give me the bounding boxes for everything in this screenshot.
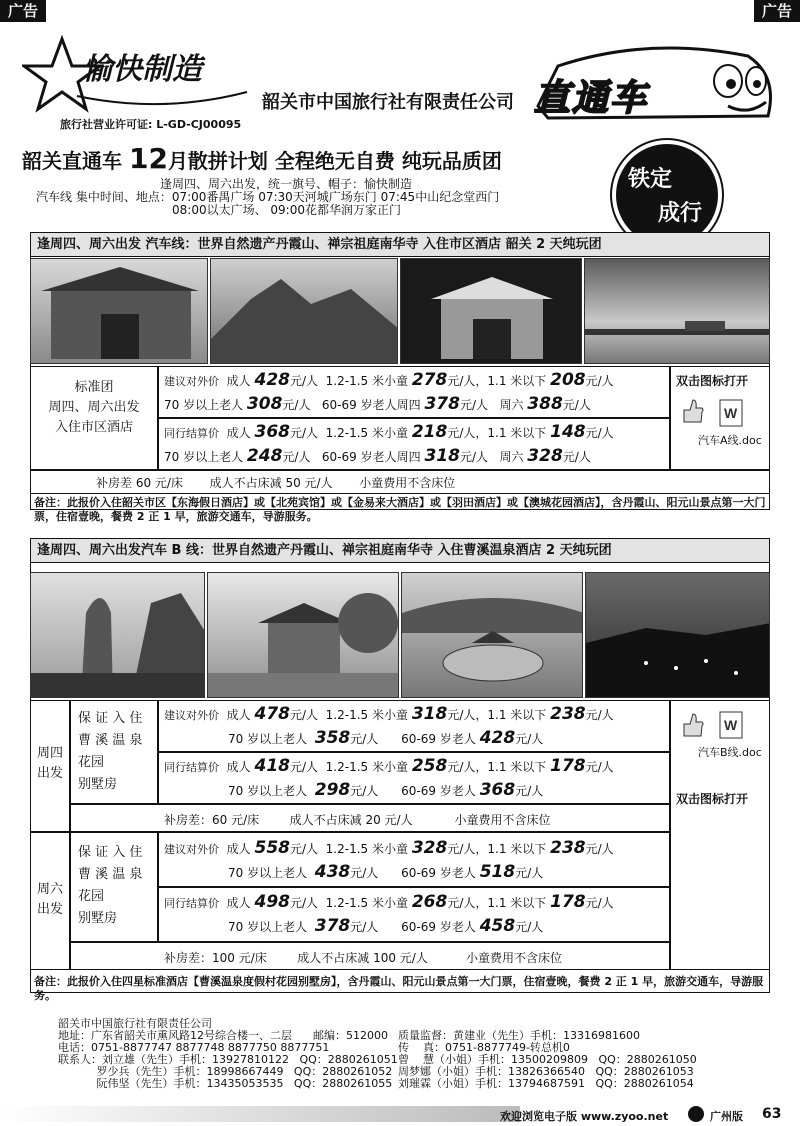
label: 60-69 岁老人 <box>401 866 476 880</box>
unit: 元/人 <box>585 374 614 388</box>
label: 60-69 岁老人 <box>401 732 476 746</box>
line-a-left-text <box>30 378 158 438</box>
price: 328 <box>411 838 448 858</box>
label: 成人 <box>226 760 251 774</box>
label: 1.1 米以下 <box>487 760 547 774</box>
label: 1.1 米以下 <box>487 842 547 856</box>
price: 368 <box>479 780 516 800</box>
unit: 元/人 <box>447 842 476 856</box>
label: 70 岁以上老人 <box>164 398 244 412</box>
footer-quality: 质量监督：黄建业（先生）手机：13316981600 <box>398 1029 640 1042</box>
footer-contact: 联系人：刘立雄（先生）手机：13927810122 QQ：2880261051 <box>58 1053 398 1066</box>
label: 70 岁以上老人 <box>164 450 244 464</box>
unit: 元/人 <box>289 426 319 440</box>
unit: 元/人 <box>459 450 488 464</box>
footer-left <box>58 1018 398 1090</box>
line-b-sat-retail-row1: 建议对外价 成人 558元/人 1.2-1.5 米小童 328元/人，1.1 米以下 238元/人 <box>164 838 614 858</box>
line-a-trade-row2 <box>164 448 591 465</box>
label: 建议对外价 <box>164 843 219 856</box>
label: 60-69 岁老人周四 <box>321 398 421 412</box>
photo-danxia-mountain <box>210 258 398 364</box>
label: 1.2-1.5 米小童 <box>325 760 408 774</box>
line-b-thu-day <box>30 744 70 784</box>
line-b-dbl-click: 双击图标打开 <box>676 792 749 806</box>
line-a-days: 周四、周六出发 <box>48 400 140 415</box>
photo-nanhua-temple <box>207 572 399 698</box>
price: 278 <box>411 370 448 390</box>
unit: 元/人 <box>282 450 311 464</box>
unit: 元/人 <box>447 760 476 774</box>
unit: 元/人 <box>515 866 544 880</box>
label: 70 岁以上老人 <box>228 920 308 934</box>
label: 成人 <box>226 896 251 910</box>
price: 238 <box>550 704 586 724</box>
footer-contact: 罗少兵（先生）手机：18998667449 QQ：2880261052 <box>58 1065 393 1078</box>
line-b-sat-extra: 补房差：100 元/床 成人不占床减 100 元/人 小童费用不含床位 <box>164 951 563 965</box>
logo-yukuai <box>22 34 252 134</box>
bottom-bar <box>0 1104 800 1126</box>
price: 268 <box>411 892 448 912</box>
line-b-doc-name[interactable]: 汽车B线.doc <box>698 746 762 759</box>
thumbs-up-icon <box>680 712 704 741</box>
company-title: 韶关市中国旅行社有限责任公司 <box>262 92 514 113</box>
ad-tag-right: 广告 <box>754 0 800 22</box>
price: 178 <box>550 892 586 912</box>
unit: 元/人 <box>350 920 379 934</box>
line-b-thu-trade-row2 <box>228 782 543 799</box>
unit: 元/人 <box>289 760 319 774</box>
line-b-thu-retail-row2 <box>228 730 543 747</box>
unit: 元/人 <box>447 896 476 910</box>
price: 428 <box>254 370 290 390</box>
label: 60-69 岁老人 <box>401 920 476 934</box>
price: 318 <box>424 446 460 466</box>
price: 428 <box>479 728 516 748</box>
label: 建议对外价 <box>164 375 219 388</box>
price: 318 <box>411 704 448 724</box>
hot-spring-resort-image <box>402 573 583 698</box>
hotel-line: 曹 溪 温 泉 <box>78 867 143 882</box>
unit: 元/人 <box>282 398 311 412</box>
label: 成人 <box>226 842 251 856</box>
unit: 元/人 <box>350 866 379 880</box>
hotel-line: 保 证 入 住 <box>78 711 143 726</box>
hotel-line: 曹 溪 温 泉 <box>78 733 143 748</box>
label: 1.1 米以下 <box>487 708 547 722</box>
word-doc-icon[interactable] <box>716 710 746 743</box>
price: 368 <box>254 422 290 442</box>
headline-post: 月散拼计划 全程绝无自费 纯玩品质团 <box>167 149 502 173</box>
price: 378 <box>424 394 460 414</box>
line-b-title: 逢周四、周六出发汽车 B 线：世界自然遗产丹霞山、禅宗祖庭南华寺 入住曹溪温泉酒店 2 天纯玩团 <box>31 539 769 563</box>
line-a-retail-row1: 建议对外价 成人 428元/人 1.2-1.5 米小童 278元/人，1.1 米以下 208元/人 <box>164 370 614 390</box>
bottom-edition: 广州版 <box>710 1110 743 1123</box>
line-b-sat-day <box>30 880 70 920</box>
label: 1.2-1.5 米小童 <box>325 708 408 722</box>
price: 458 <box>479 916 516 936</box>
line-a-retail-row2 <box>164 396 591 413</box>
price: 558 <box>254 838 290 858</box>
label: 成人 <box>226 374 251 388</box>
license-text: 旅行社营业许可证: L-GD-CJ00095 <box>60 118 242 131</box>
svg-text:W: W <box>724 717 738 733</box>
footer-fax: 传 真：0751-8877749-转总机0 <box>398 1041 570 1054</box>
hotel-line: 别墅房 <box>78 911 118 926</box>
line-a-dbl-click: 双击图标打开 <box>676 374 749 388</box>
label: 成人 <box>226 426 251 440</box>
unit: 元/人 <box>562 398 591 412</box>
day-label: 出发 <box>36 902 63 917</box>
unit: 元/人 <box>585 760 614 774</box>
label: 1.2-1.5 米小童 <box>325 426 408 440</box>
line-b-thu-extra: 补房差：60 元/床 成人不占床减 20 元/人 小童费用不含床位 <box>164 813 551 827</box>
label: 同行结算价 <box>164 897 219 910</box>
hotel-line: 保 证 入 住 <box>78 845 143 860</box>
line-a-trade-row1: 同行结算价 成人 368元/人 1.2-1.5 米小童 218元/人，1.1 米以下 148元/人 <box>164 422 614 442</box>
unit: 元/人 <box>585 708 614 722</box>
unit: 元/人 <box>585 896 614 910</box>
price: 328 <box>527 446 563 466</box>
photo-rock-peak <box>30 572 205 698</box>
line-b-thu-retail-row1: 建议对外价 成人 478元/人 1.2-1.5 米小童 318元/人，1.1 米以下 238元/人 <box>164 704 614 724</box>
danxia-mountain-image <box>211 259 398 364</box>
bottom-slogan[interactable]: 欢迎浏览电子版 www.zyoo.net <box>500 1110 669 1123</box>
unit: 元/人 <box>350 732 379 746</box>
footer-right <box>398 1030 697 1090</box>
price: 388 <box>527 394 563 414</box>
line-a-hotel: 入住市区酒店 <box>54 420 133 435</box>
label: 同行结算价 <box>164 761 219 774</box>
label: 1.1 米以下 <box>487 374 547 388</box>
footer-contact: 阮伟坚（先生）手机：13435053535 QQ：2880261055 <box>58 1077 393 1090</box>
line-b-sat-hotel <box>78 842 142 930</box>
brand-logo <box>528 36 778 126</box>
unit: 元/人 <box>289 374 319 388</box>
red-dot-icon <box>688 1106 704 1122</box>
thumbs-up-icon <box>680 398 704 427</box>
unit: 元/人 <box>515 784 544 798</box>
label: 1.2-1.5 米小童 <box>325 842 408 856</box>
headline-pre: 韶关直通车 <box>22 149 129 173</box>
brand-name: 直通车 <box>534 77 649 119</box>
line-b-sat-retail-row2 <box>228 864 543 881</box>
unit: 元/人 <box>515 732 544 746</box>
hotel-line: 花园 <box>78 755 105 770</box>
unit: 元/人 <box>447 426 476 440</box>
word-doc-icon[interactable] <box>716 398 746 431</box>
intro-line2: 汽车线 集中时间、地点：07:00番禺广场 07:30天河城广场东门 07:45中山纪念堂西门 <box>36 190 500 204</box>
unit: 元/人 <box>447 374 476 388</box>
ad-tag-left: 广告 <box>0 0 46 22</box>
line-a-note: 备注：此报价入住韶关市区【东海假日酒店】或【北苑宾馆】或【金易来大酒店】或【羽田酒店】或【澳城花园酒店】，含丹霞山、阳元山景点第一大门票，住宿壹晚，餐费 2 正 1 早，旅游交通车，导游服务。 <box>34 496 766 523</box>
price: 378 <box>314 916 351 936</box>
footer-contact: 曾 慧（小姐）手机：13500209809 QQ：2880261050 <box>398 1053 697 1066</box>
line-b-thu-hotel <box>78 708 142 796</box>
price: 248 <box>246 446 283 466</box>
price: 298 <box>314 780 351 800</box>
intro-line1: 逢周四、周六出发，统一旗号、帽子：愉快制造 <box>160 177 413 191</box>
bottom-gradient <box>0 1106 520 1122</box>
label: 70 岁以上老人 <box>228 866 308 880</box>
label: 周六 <box>499 450 524 464</box>
photo-hot-spring-resort <box>401 572 583 698</box>
label: 70 岁以上老人 <box>228 732 308 746</box>
price: 438 <box>314 862 351 882</box>
unit: 元/人 <box>447 708 476 722</box>
footer-company: 韶关市中国旅行社有限责任公司 <box>58 1017 212 1030</box>
footer-contact: 周梦娜（小姐）手机：13826366540 QQ：2880261053 <box>398 1065 694 1078</box>
unit: 元/人 <box>289 842 319 856</box>
unit: 元/人 <box>562 450 591 464</box>
price: 148 <box>550 422 586 442</box>
unit: 元/人 <box>459 398 488 412</box>
photo-city-night <box>585 572 770 698</box>
label: 周六 <box>499 398 524 412</box>
label: 同行结算价 <box>164 427 219 440</box>
price: 498 <box>254 892 290 912</box>
logo-name: 愉快制造 <box>82 52 202 87</box>
unit: 元/人 <box>350 784 379 798</box>
hotel-line: 别墅房 <box>78 777 118 792</box>
label: 1.1 米以下 <box>487 896 547 910</box>
unit: 元/人 <box>289 708 319 722</box>
unit: 元/人 <box>515 920 544 934</box>
rock-peak-image <box>31 573 205 698</box>
day-label: 出发 <box>36 766 63 781</box>
label: 1.1 米以下 <box>487 426 547 440</box>
headline-month: 12 <box>128 142 168 175</box>
footer-phone: 电话：0751-8877747 8877748 8877750 8877751 <box>58 1041 330 1054</box>
city-night-image <box>586 573 770 698</box>
price: 258 <box>411 756 448 776</box>
svg-text:W: W <box>724 405 738 421</box>
nanhua-temple-image <box>208 573 399 698</box>
price: 238 <box>550 838 586 858</box>
price: 208 <box>550 370 586 390</box>
line-a-extra: 补房差 60 元/床 成人不占床减 50 元/人 小童费用不含床位 <box>96 476 456 490</box>
price: 358 <box>314 728 351 748</box>
hotel-line: 花园 <box>78 889 105 904</box>
unit: 元/人 <box>289 896 319 910</box>
day-label: 周四 <box>36 746 63 761</box>
city-river-image <box>585 259 770 364</box>
price: 218 <box>411 422 448 442</box>
label: 1.2-1.5 米小童 <box>325 896 408 910</box>
price: 178 <box>550 756 586 776</box>
label: 1.2-1.5 米小童 <box>325 374 408 388</box>
day-label: 周六 <box>36 882 63 897</box>
line-b-thu-trade-row1: 同行结算价 成人 418元/人 1.2-1.5 米小童 258元/人，1.1 米以下 178元/人 <box>164 756 614 776</box>
seal-line1: 铁定 <box>628 166 673 192</box>
label: 60-69 岁老人 <box>401 784 476 798</box>
page-number: 63 <box>762 1106 782 1122</box>
label: 建议对外价 <box>164 709 219 722</box>
photo-temple-gate <box>30 258 208 364</box>
line-a-doc-name[interactable]: 汽车A线.doc <box>698 434 762 447</box>
unit: 元/人 <box>585 426 614 440</box>
unit: 元/人 <box>585 842 614 856</box>
line-b-note: 备注：此报价入住四星标准酒店【曹溪温泉度假村花园别墅房】，含丹霞山、阳元山景点第一大门票，住宿壹晚，餐费 2 正 1 早，旅游交通车，导游服务。 <box>34 975 764 1002</box>
temple-gate-image <box>31 259 208 364</box>
line-a-title: 逢周四、周六出发 汽车线：世界自然遗产丹霞山、禅宗祖庭南华寺 入住市区酒店 韶关 2 天纯玩团 <box>31 233 769 257</box>
label: 60-69 岁老人周四 <box>321 450 421 464</box>
line-b-sat-trade-row1: 同行结算价 成人 498元/人 1.2-1.5 米小童 268元/人，1.1 米以下 178元/人 <box>164 892 614 912</box>
seal-line2: 成行 <box>658 200 703 226</box>
label: 70 岁以上老人 <box>228 784 308 798</box>
price: 308 <box>246 394 283 414</box>
headline <box>22 142 502 175</box>
price: 418 <box>254 756 290 776</box>
photo-city-river <box>584 258 770 364</box>
price: 478 <box>254 704 290 724</box>
intro-line3: 08:00以太广场、 09:00花都华润万家正门 <box>172 203 401 217</box>
night-gate-image <box>401 259 582 364</box>
line-b-sat-trade-row2 <box>228 918 543 935</box>
footer-contact: 刘璀霖（小姐）手机：13794687591 QQ：2880261054 <box>398 1077 694 1090</box>
footer-address: 地址：广东省韶关市熏风路12号综合楼一、二层 邮编：512000 <box>58 1029 388 1042</box>
line-a-type: 标准团 <box>74 380 114 395</box>
photo-night-gate <box>400 258 582 364</box>
label: 成人 <box>226 708 251 722</box>
price: 518 <box>479 862 516 882</box>
